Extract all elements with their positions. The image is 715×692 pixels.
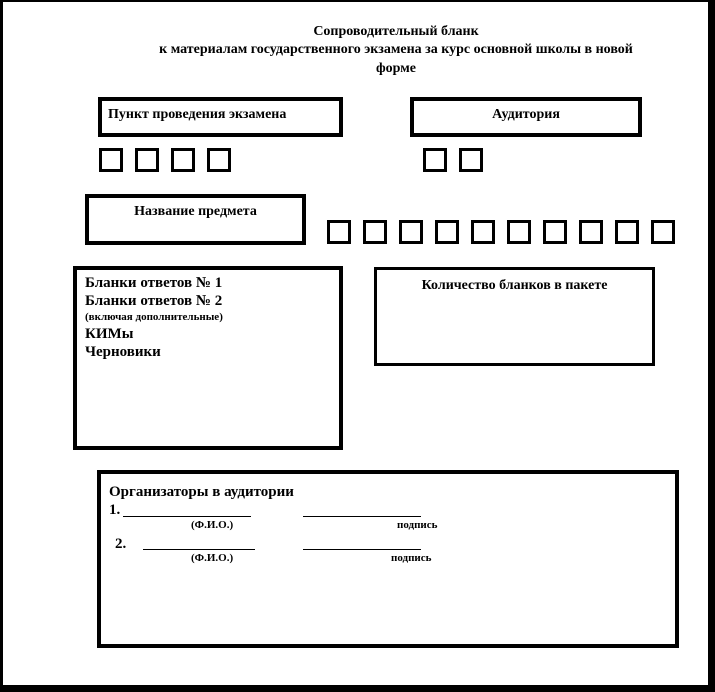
subject-cell[interactable] xyxy=(399,220,423,244)
organizer-1-signature-line[interactable] xyxy=(303,516,421,517)
subject-cell[interactable] xyxy=(579,220,603,244)
subject-cell[interactable] xyxy=(363,220,387,244)
organizer-2-number: 2. xyxy=(115,536,127,552)
organizer-1-number: 1. xyxy=(109,502,121,518)
exam-point-box xyxy=(98,97,343,137)
blank-count-label: Количество бланков в пакете xyxy=(421,278,608,293)
organizer-2-signature-line[interactable] xyxy=(303,549,421,550)
materials-box xyxy=(73,266,343,450)
subject-cell[interactable] xyxy=(651,220,675,244)
materials-item: Бланки ответов № 1 xyxy=(85,275,223,291)
auditorium-label: Аудитория xyxy=(492,107,560,122)
organizer-2-name-line[interactable] xyxy=(143,549,255,550)
subject-cell[interactable] xyxy=(507,220,531,244)
exam-point-cell[interactable] xyxy=(207,148,231,172)
subject-cell[interactable] xyxy=(471,220,495,244)
subject-cell[interactable] xyxy=(615,220,639,244)
materials-note: (включая дополнительные) xyxy=(85,311,223,323)
organizers-title: Организаторы в аудитории xyxy=(109,484,294,500)
organizer-2-fio-label: (Ф.И.О.) xyxy=(191,552,234,564)
organizer-2-signature-label: подпись xyxy=(391,552,432,564)
subject-cell[interactable] xyxy=(435,220,459,244)
exam-point-cell[interactable] xyxy=(99,148,123,172)
organizer-1-signature-label: подпись xyxy=(397,519,438,531)
materials-list xyxy=(85,274,223,361)
materials-item: Бланки ответов № 2 xyxy=(85,293,223,309)
subject-label: Название предмета xyxy=(134,204,257,219)
subject-cell[interactable] xyxy=(543,220,567,244)
materials-item: Черновики xyxy=(85,344,161,360)
blank-count-box xyxy=(374,267,655,366)
organizers-box xyxy=(97,470,679,648)
auditorium-cell[interactable] xyxy=(459,148,483,172)
form-title-line1: Сопроводительный бланк xyxy=(313,24,479,39)
subject-box xyxy=(85,194,306,245)
auditorium-cell[interactable] xyxy=(423,148,447,172)
subject-cell[interactable] xyxy=(327,220,351,244)
exam-point-label: Пункт проведения экзамена xyxy=(108,107,287,122)
form-title-line2: к материалам государственного экзамена за курс основной школы в новой xyxy=(159,42,633,57)
form-title-line3: форме xyxy=(375,61,416,76)
organizer-1-fio-label: (Ф.И.О.) xyxy=(191,519,234,531)
auditorium-box xyxy=(410,97,642,137)
materials-item: КИМы xyxy=(85,326,134,342)
exam-point-cell[interactable] xyxy=(135,148,159,172)
organizer-1-name-line[interactable] xyxy=(123,516,251,517)
exam-point-cell[interactable] xyxy=(171,148,195,172)
